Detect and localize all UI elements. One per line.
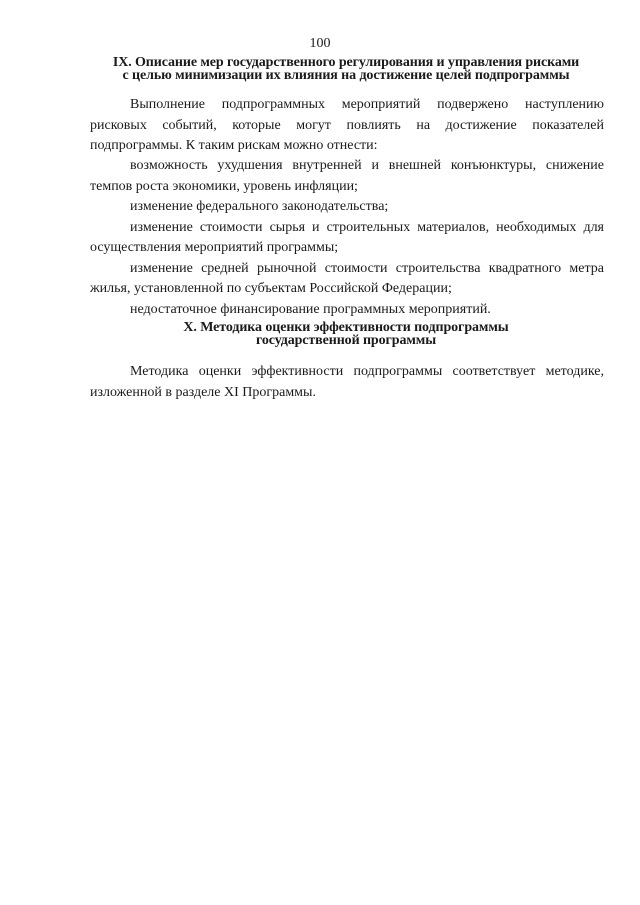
- section-ix-intro-paragraph: Выполнение подпрограммных мероприятий подвержено наступлению рисковых событий, которые могут повлиять на достижение показателей подпрограммы. К таким рискам можно отнести:: [90, 97, 604, 153]
- risk-item: изменение средней рыночной стоимости строительства квадратного метра жилья, установленной по субъектам Российской Федерации;: [90, 260, 604, 296]
- section-x-heading-line-1: X. Методика оценки эффективности подпрограммы: [183, 320, 509, 335]
- risk-item: изменение стоимости сырья и строительных материалов, необходимых для осуществления мероприятий программы;: [90, 219, 604, 255]
- risk-item: недостаточное финансирование программных мероприятий.: [130, 301, 491, 317]
- section-x-body-paragraph: Методика оценки эффективности подпрограммы соответствует методике, изложенной в разделе XI Программы.: [90, 364, 604, 400]
- risk-list: [90, 156, 604, 320]
- section-ix-heading: [88, 56, 604, 82]
- section-x-heading: [88, 321, 604, 347]
- page-number: 100: [309, 36, 331, 51]
- section-ix-heading-line-2: с целью минимизации их влияния на достижение целей подпрограммы: [122, 68, 570, 83]
- risk-item: возможность ухудшения внутренней и внешней конъюнктуры, снижение темпов роста экономики, уровень инфляции;: [90, 158, 604, 194]
- section-x-heading-line-2: государственной программы: [255, 333, 437, 348]
- risk-item: изменение федерального законодательства;: [130, 199, 389, 214]
- section-ix-heading-line-1: IX. Описание мер государственного регулирования и управления рисками: [112, 55, 580, 70]
